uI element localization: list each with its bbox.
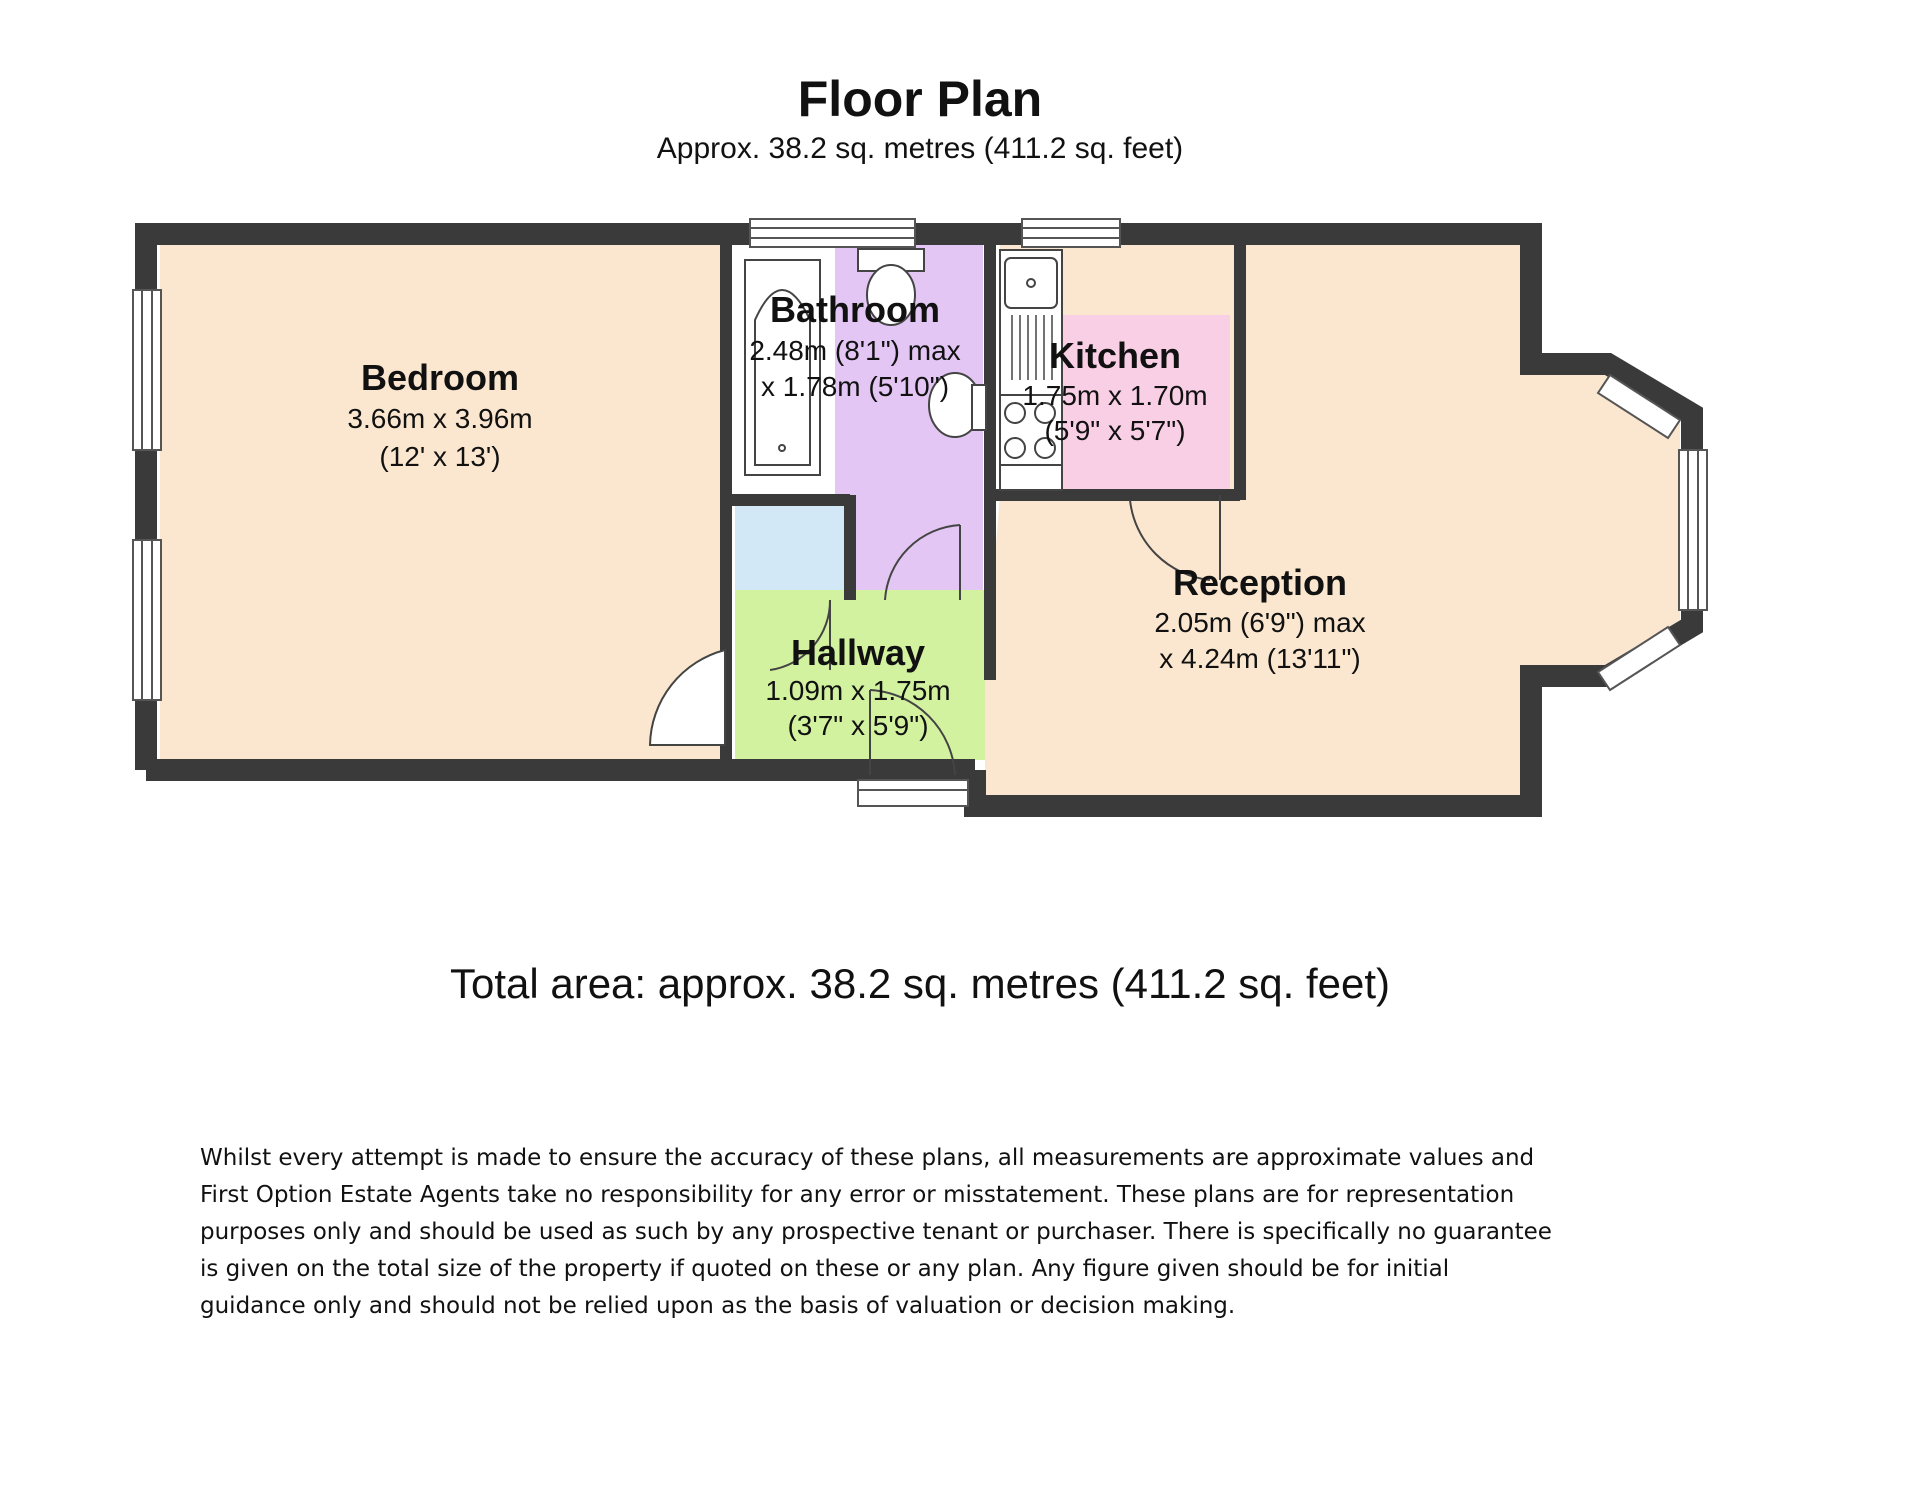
kitchen-dimensions: 1.75m x 1.70m	[1022, 380, 1208, 411]
bedroom-dimensions-imperial: (12' x 13')	[379, 441, 501, 472]
bathroom-name: Bathroom	[770, 289, 940, 330]
cupboard-fill	[735, 505, 845, 590]
kitchen-dimensions-imperial: (5'9" x 5'7")	[1044, 415, 1186, 446]
hallway-dimensions: 1.09m x 1.75m	[765, 675, 951, 706]
bedroom-fill	[160, 245, 720, 760]
hallway-dimensions-imperial: (3'7" x 5'9")	[787, 710, 929, 741]
bedroom-dimensions: 3.66m x 3.96m	[347, 403, 533, 434]
reception-name: Reception	[1172, 562, 1348, 603]
bathroom-dimensions: 2.48m (8'1") max	[749, 335, 961, 366]
page-title: Floor Plan	[797, 71, 1043, 127]
page-subtitle: Approx. 38.2 sq. metres (411.2 sq. feet)	[656, 132, 1184, 165]
bedroom-name: Bedroom	[360, 357, 520, 398]
disclaimer-text: Whilst every attempt is made to ensure the accuracy of these plans, all measurements are approximate values and First Option Estate Agents take no responsibility for any error or misstatement. These plans are for representation purposes only and should be used as such by any prospective tenant or purchaser. There is specifically no guarantee is given on the total size of the property if quoted on these or any plan. Any figure given should be for initial guidance only and should not be relied upon as the basis of valuation or decision making.	[200, 1145, 1552, 1319]
total-area: Total area: approx. 38.2 sq. metres (411.2 sq. feet)	[449, 960, 1391, 1007]
reception-dimensions-imperial: x 4.24m (13'11")	[1159, 643, 1361, 674]
hallway-name: Hallway	[790, 632, 926, 673]
bathroom-dimensions-imperial: x 1.78m (5'10")	[760, 371, 950, 402]
kitchen-name: Kitchen	[1048, 335, 1182, 376]
reception-dimensions: 2.05m (6'9") max	[1154, 607, 1366, 638]
